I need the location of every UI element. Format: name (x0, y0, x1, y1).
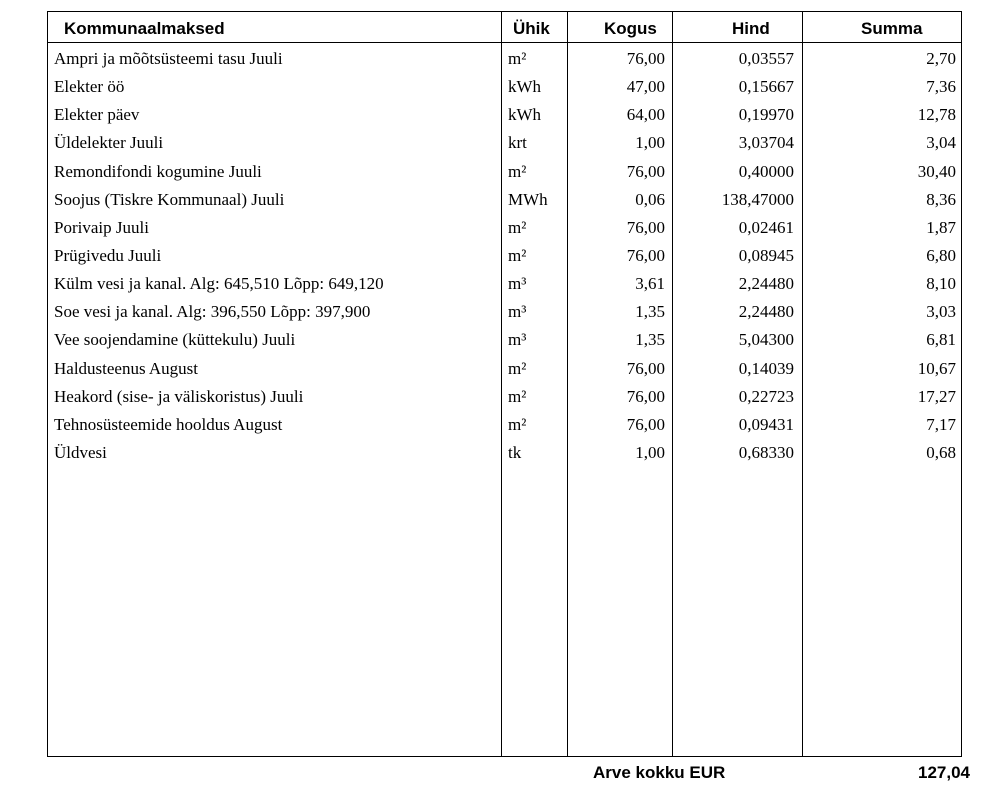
table-row (48, 411, 961, 439)
row-qty: 76,00 (626, 49, 665, 68)
table-row (48, 326, 961, 354)
row-price: 0,14039 (738, 358, 794, 378)
row-name: Vee soojendamine (küttekulu) Juuli (54, 330, 296, 350)
row-name: Prügivedu Juuli (54, 245, 162, 265)
row-sum: 7,36 (926, 77, 956, 97)
table-row (48, 158, 961, 186)
table-row (48, 439, 961, 467)
row-name: Soe vesi ja kanal. Alg: 396,550 Lõpp: 397,900 (54, 302, 371, 322)
row-unit: m² (508, 358, 527, 378)
row-name: Üldvesi (54, 442, 107, 462)
total-value: 127,04 (918, 763, 970, 782)
row-name: Remondifondi kogumine Juuli (54, 161, 262, 181)
row-name: Porivaip Juuli (54, 217, 149, 237)
row-unit: krt (508, 133, 527, 153)
table-body (48, 45, 961, 467)
row-unit: MWh (508, 189, 548, 209)
row-price: 0,22723 (738, 386, 794, 406)
row-name: Heakord (sise- ja väliskoristus) Juuli (54, 386, 304, 406)
row-qty: 76,00 (626, 217, 665, 237)
row-unit: m² (508, 217, 527, 237)
row-qty: 76,00 (626, 161, 665, 181)
row-sum: 12,78 (917, 105, 956, 125)
table-row (48, 355, 961, 383)
row-unit: m² (508, 414, 527, 434)
row-sum: 8,36 (926, 189, 956, 209)
row-unit: m³ (508, 274, 527, 294)
row-price: 0,09431 (738, 414, 794, 434)
header-name: Kommunaalmaksed (64, 19, 225, 38)
row-unit: tk (508, 442, 522, 462)
row-price: 2,24480 (738, 274, 794, 294)
row-price: 0,40000 (738, 161, 794, 181)
row-qty: 76,00 (626, 386, 665, 406)
table-row (48, 298, 961, 326)
row-sum: 1,87 (926, 217, 956, 237)
row-sum: 3,03 (926, 302, 956, 322)
row-name: Elekter öö (54, 77, 125, 97)
row-qty: 1,00 (635, 133, 665, 153)
header-unit: Ühik (513, 19, 550, 38)
row-price: 0,19970 (738, 105, 794, 125)
header-price: Hind (732, 19, 770, 38)
row-price: 0,68330 (738, 442, 794, 462)
row-qty: 3,61 (635, 274, 665, 294)
row-unit: m³ (508, 302, 527, 322)
row-name: Külm vesi ja kanal. Alg: 645,510 Lõpp: 649,120 (54, 274, 384, 294)
table-row (48, 129, 961, 157)
row-price: 138,47000 (721, 189, 794, 209)
table-row (48, 383, 961, 411)
row-unit: kWh (508, 105, 542, 125)
row-sum: 6,81 (926, 330, 956, 350)
row-price: 2,24480 (738, 302, 794, 322)
row-unit: kWh (508, 77, 542, 97)
row-unit: m³ (508, 330, 527, 350)
row-qty: 1,35 (635, 330, 665, 350)
row-sum: 17,27 (917, 386, 956, 406)
row-unit: m² (508, 161, 527, 181)
table-row (48, 214, 961, 242)
row-name: Üldelekter Juuli (54, 133, 164, 153)
row-name: Haldusteenus August (54, 358, 199, 378)
total-label: Arve kokku EUR (593, 763, 726, 782)
row-qty: 47,00 (626, 77, 665, 97)
row-name: Tehnosüsteemide hooldus August (54, 414, 283, 434)
row-sum: 30,40 (917, 161, 956, 181)
row-name: Elekter päev (54, 105, 140, 125)
table-row (48, 242, 961, 270)
utility-charges-table (47, 11, 962, 757)
table-row (48, 73, 961, 101)
row-qty: 76,00 (626, 414, 665, 434)
row-unit: m² (508, 386, 527, 406)
row-sum: 3,04 (926, 133, 956, 153)
row-price: 0,08945 (738, 245, 794, 265)
row-qty: 0,06 (635, 189, 665, 209)
row-qty: 76,00 (626, 245, 665, 265)
row-price: 5,04300 (738, 330, 794, 350)
row-name: Soojus (Tiskre Kommunaal) Juuli (54, 189, 285, 209)
row-sum: 2,70 (926, 49, 956, 68)
header-divider (48, 42, 961, 43)
row-qty: 1,35 (635, 302, 665, 322)
row-price: 0,02461 (738, 217, 794, 237)
row-sum: 6,80 (926, 245, 956, 265)
row-sum: 7,17 (926, 414, 956, 434)
row-sum: 10,67 (917, 358, 956, 378)
row-price: 3,03704 (738, 133, 794, 153)
header-qty: Kogus (604, 19, 657, 38)
table-row (48, 186, 961, 214)
row-qty: 76,00 (626, 358, 665, 378)
row-unit: m² (508, 49, 527, 68)
row-price: 0,15667 (738, 77, 794, 97)
table-row (48, 45, 961, 73)
header-sum: Summa (861, 19, 923, 38)
table-row (48, 270, 961, 298)
row-sum: 8,10 (926, 274, 956, 294)
row-name: Ampri ja mõõtsüsteemi tasu Juuli (54, 49, 283, 68)
row-qty: 64,00 (626, 105, 665, 125)
row-price: 0,03557 (738, 49, 794, 68)
row-sum: 0,68 (926, 442, 956, 462)
row-qty: 1,00 (635, 442, 665, 462)
table-row (48, 101, 961, 129)
row-unit: m² (508, 245, 527, 265)
